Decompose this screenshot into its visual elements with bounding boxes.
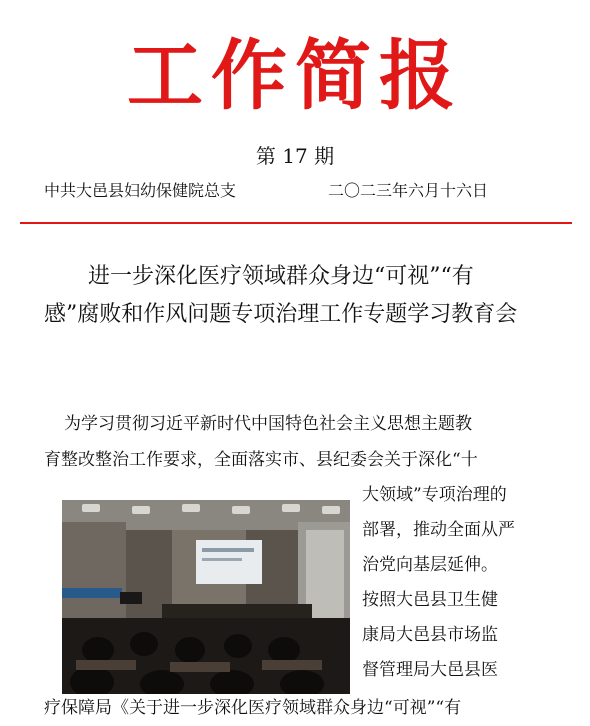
masthead-title: 工作简报 (127, 31, 463, 120)
body-line: 育整改整治工作要求，全面落实市、县纪委会关于深化“十 (44, 450, 478, 470)
body-line: 疗保障局《关于进一步深化医疗领域群众身边“可视”“有 (44, 698, 462, 718)
issue-date: 二〇二三年六月十六日 (328, 181, 489, 200)
red-divider (20, 222, 572, 224)
body-line: 部署，推动全面从严 (362, 520, 515, 540)
body-line: 治党向基层延伸。 (362, 555, 498, 575)
issue-number: 第 17 期 (255, 144, 335, 168)
meeting-photo-illustration (62, 500, 350, 694)
body-line: 康局大邑县市场监 (362, 625, 498, 645)
meeting-photo (62, 500, 350, 694)
organization-name: 中共大邑县妇幼保健院总支 (44, 181, 237, 200)
body-line: 大领域”专项治理的 (362, 485, 507, 505)
body-line: 督管理局大邑县医 (362, 660, 498, 680)
article-title: 进一步深化医疗领域群众身边“可视”“有感”腐败和作风问题专项治理工作专题学习教育会 (44, 264, 518, 327)
body-line: 为学习贯彻习近平新时代中国特色社会主义思想主题教 (64, 414, 472, 434)
body-line: 按照大邑县卫生健 (362, 590, 498, 610)
